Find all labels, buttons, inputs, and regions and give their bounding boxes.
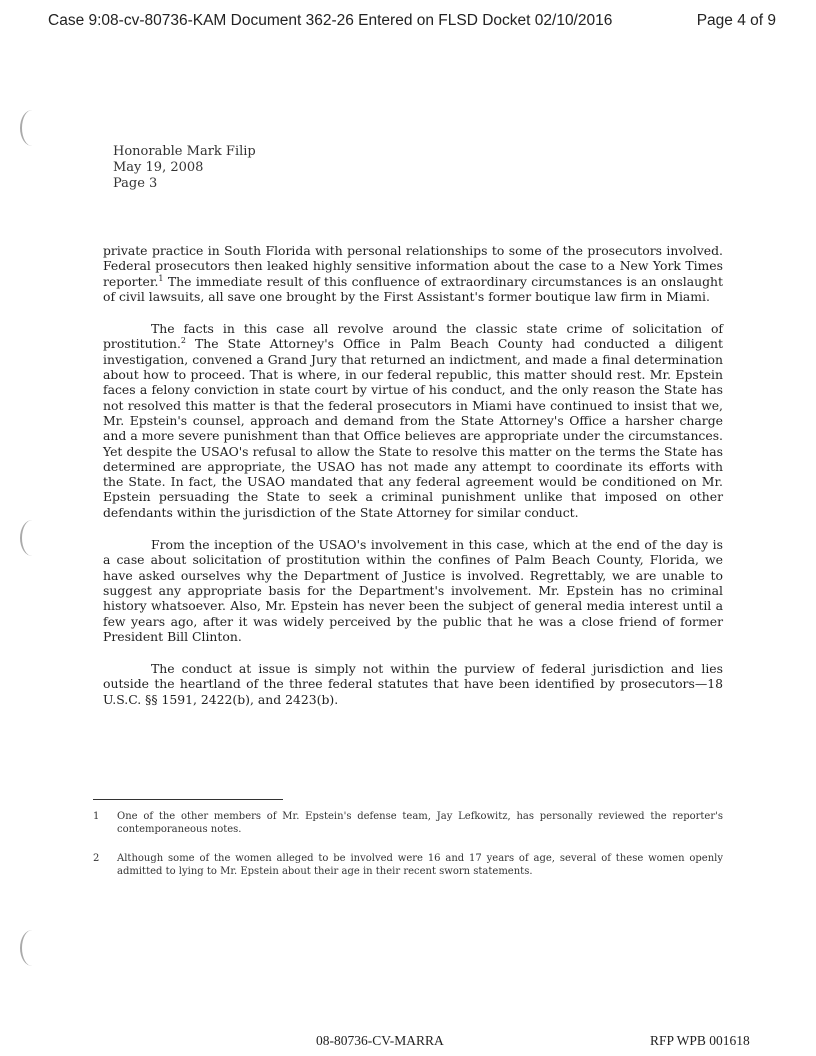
case-number-footer: 08-80736-CV-MARRA bbox=[316, 1033, 444, 1048]
paragraph-4: The conduct at issue is simply not within the purview of federal jurisdiction and lies outside the heartland of the three federal statutes that have been identified by prosecutors—18 U.S.C. §§ 1591, 2422(b), and 2423(b). bbox=[103, 661, 723, 707]
paragraph-2: The facts in this case all revolve around the classic state crime of solicitation of prostitution.$^2$ The State Attorney's Office in Palm Beach County had conducted a diligent investigation, convened a Grand Jury that returned an indictment, and made a final determination about how to proceed. That is where, in our federal republic, this matter should rest. Mr. Epstein faces a felony conviction in state court by virtue of his conduct, and the only reason the State has not resolved this matter is that the federal prosecutors in Miami have continued to insist that we, Mr. Epstein's counsel, approach and demand from the State Attorney's Office a harsher charge and a more severe punishment than that Office believes are appropriate under the circumstances. Yet despite the USAO's refusal to allow the State to resolve this matter on the terms the State has determined are appropriate, the USAO has not made any attempt to coordinate its efforts with the State. In fact, the USAO mandated that any federal agreement would be conditioned on Mr. Epstein persuading the State to seek a criminal punishment unlike that imposed on other defendants within the jurisdiction of the State Attorney for similar conduct. bbox=[103, 321, 723, 520]
punch-hole-middle bbox=[20, 520, 44, 556]
ecf-case-line: Case 9:08-cv-80736-KAM Document 362-26 Entered on FLSD Docket 02/10/2016 bbox=[48, 12, 613, 29]
footnote-ref-2: 2 bbox=[180, 336, 186, 346]
footnote-2-mark: 2 bbox=[93, 853, 100, 864]
ecf-page-info: Page 4 of 9 bbox=[696, 12, 776, 29]
paragraph-1: private practice in South Florida with personal relationships to some of the prosecutors involved. Federal prosecutors then leaked highly sensitive information about the case to a New York Times reporter.$^1$ The immediate result of this confluence of extraordinary circumstances is an onslaught of civil lawsuits, all save one brought by the First Assistant's former boutique law firm in Miami. bbox=[103, 243, 723, 304]
paragraph-3: From the inception of the USAO's involvement in this case, which at the end of the day is a case about solicitation of prostitution within the confines of Palm Beach County, Florida, we have asked ourselves why the Department of Justice is involved. Regrettably, we are unable to suggest any appropriate basis for the Department's involvement. Mr. Epstein has no criminal history whatsoever. Also, Mr. Epstein has never been the subject of general media interest until a few years ago, after it was widely perceived by the public that he was a close friend of former President Bill Clinton. bbox=[103, 537, 723, 644]
footnote-2 bbox=[93, 853, 723, 878]
footnote-2-text: Although some of the women alleged to be involved were 16 and 17 years of age, several of these women openly admitted to lying to Mr. Epstein about their age in their recent sworn statements. bbox=[117, 853, 723, 877]
letter-page-number: Page 3 bbox=[113, 176, 158, 191]
footnote-1-mark: 1 bbox=[93, 811, 100, 822]
addressee-block bbox=[113, 144, 256, 192]
addressee-name: Honorable Mark Filip bbox=[113, 144, 256, 159]
letter-date: May 19, 2008 bbox=[113, 160, 204, 175]
letter-body bbox=[103, 243, 723, 724]
footnote-1-text: One of the other members of Mr. Epstein's defense team, Jay Lefkowitz, has personally reviewed the reporter's contemporaneous notes. bbox=[117, 811, 723, 835]
footnote-divider bbox=[93, 799, 283, 800]
footnote-ref-1: 1 bbox=[158, 273, 164, 283]
punch-hole-bottom bbox=[20, 930, 44, 966]
punch-hole-top bbox=[20, 110, 44, 146]
footnote-1 bbox=[93, 811, 723, 836]
bates-number: RFP WPB 001618 bbox=[650, 1033, 750, 1048]
ecf-header bbox=[48, 12, 776, 30]
